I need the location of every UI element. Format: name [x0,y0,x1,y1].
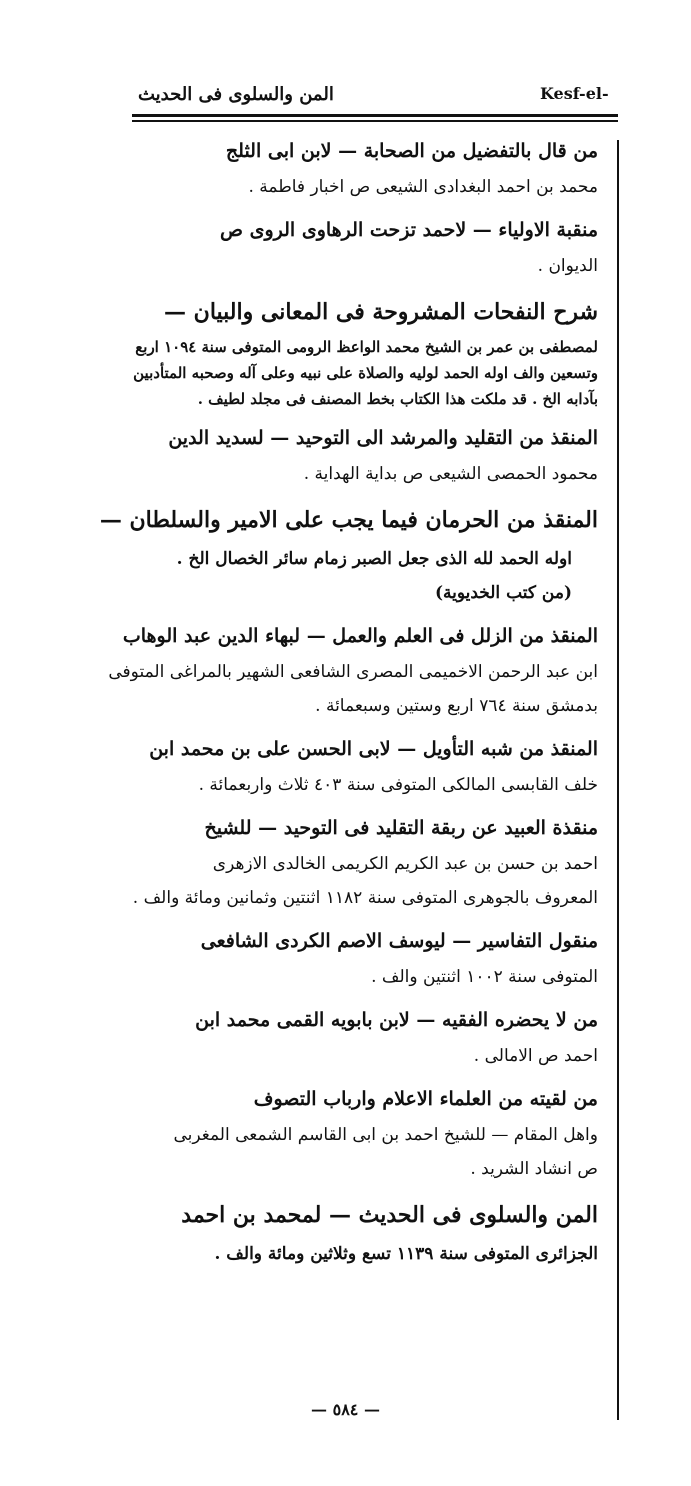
margin-rule [617,140,619,1420]
catalog-entry [108,617,598,723]
entry-title-line: من قال بالتفضيل من الصحابة — لابن ابى الثلج [225,140,598,162]
entry-title-line: شرح النفحات المشروحة فى المعانى والبيان — [164,299,598,325]
entry-line: المعروف بالجوهرى المتوفى سنة ١١٨٢ اثنتين وثمانين ومائة والف . [132,888,598,908]
catalog-entry [140,730,598,802]
entry-title-line: المنقذ من الحرمان فيما يجب على الامير والسلطان — [99,507,598,533]
entry-line: محمود الحمصى الشيعى ص بداية الهداية . [303,464,598,484]
collection-note: (من كتب الخديوية) [434,583,572,603]
entry-line: المتوفى سنة ١٠٠٢ اثنتين والف . [371,967,598,987]
entry-title-line: من لقيته من العلماء الاعلام وارباب التصوف [253,1088,598,1110]
catalog-entry [140,132,598,204]
catalog-entry [140,1193,598,1271]
entry-line: اوله الحمد لله الذى جعل الصبر زمام سائر الخصال الخ . [176,549,572,569]
entry-line: لمصطفى بن عمر بن الشيخ محمد الواعظ الرومى المتوفى سنة ١٠٩٤ اربع [135,338,598,356]
catalog-entries [99,132,598,1278]
entry-line: احمد بن حسن بن عبد الكريم الكريمى الخالدى الازهرى [212,854,598,874]
entry-title-line: المنقذ من شبه التأويل — لابى الحسن على بن محمد ابن [149,738,598,760]
entry-title-line: منقذة العبيد عن ربقة التقليد فى التوحيد — للشيخ [204,817,598,839]
entry-line: وتسعين والف اوله الحمد لوليه والصلاة على نبيه وعلى آله وصحبه المتأدبين [133,364,598,382]
header-rule-thick [132,114,618,117]
entry-line: بدمشق سنة ٧٦٤ اربع وستين وسبعمائة . [315,696,598,716]
entry-title-line: من لا يحضره الفقيه — لابن بابويه القمى محمد ابن [195,1009,598,1031]
catalog-entry [99,498,598,610]
entry-title-line: المنقذ من الزلل فى العلم والعمل — لبهاء الدين عبد الوهاب [122,625,598,647]
entry-line: محمد بن احمد البغدادى الشيعى ص اخبار فاطمة . [248,177,598,197]
catalog-entry [140,1080,598,1186]
catalog-entry [140,1001,598,1073]
running-header-arabic: المن والسلوى فى الحديث [138,84,334,105]
catalog-entry [140,419,598,491]
catalog-entry [132,809,598,915]
entry-line: ابن عبد الرحمن الاخميمى المصرى الشافعى الشهير بالمراغى المتوفى [108,662,598,682]
entry-title-line: المنقذ من التقليد والمرشد الى التوحيد — لسديد الدين [168,427,598,449]
entry-line: الجزائرى المتوفى سنة ١١٣٩ تسع وثلاثين ومائة والف . [214,1244,598,1264]
entry-title-line: المن والسلوى فى الحديث — لمحمد بن احمد [181,1202,598,1228]
entry-line: الديوان . [537,256,598,276]
catalog-entry [140,922,598,994]
entry-title-line: منقبة الاولياء — لاحمد تزحت الرهاوى الروى ص [220,219,598,241]
entry-line: ص انشاد الشريد . [470,1159,598,1179]
page-number: — ٥٨٤ — [311,1400,380,1419]
catalog-entry [133,290,598,412]
catalog-entry [140,211,598,283]
entry-line: خلف القابسى المالكى المتوفى سنة ٤٠٣ ثلاث واربعمائة . [198,775,598,795]
running-header-latin: Kesf-el- [540,84,609,103]
entry-line: بآدابه الخ . قد ملكت هذا الكتاب بخط المصنف فى مجلد لطيف . [197,390,598,408]
header-rule-thin [132,120,618,122]
entry-title-line: منقول التفاسير — ليوسف الاصم الكردى الشافعى [200,930,598,952]
entry-line: احمد ص الامالى . [473,1046,598,1066]
entry-line: واهل المقام — للشيخ احمد بن ابى القاسم الشمعى المغربى [173,1125,598,1145]
